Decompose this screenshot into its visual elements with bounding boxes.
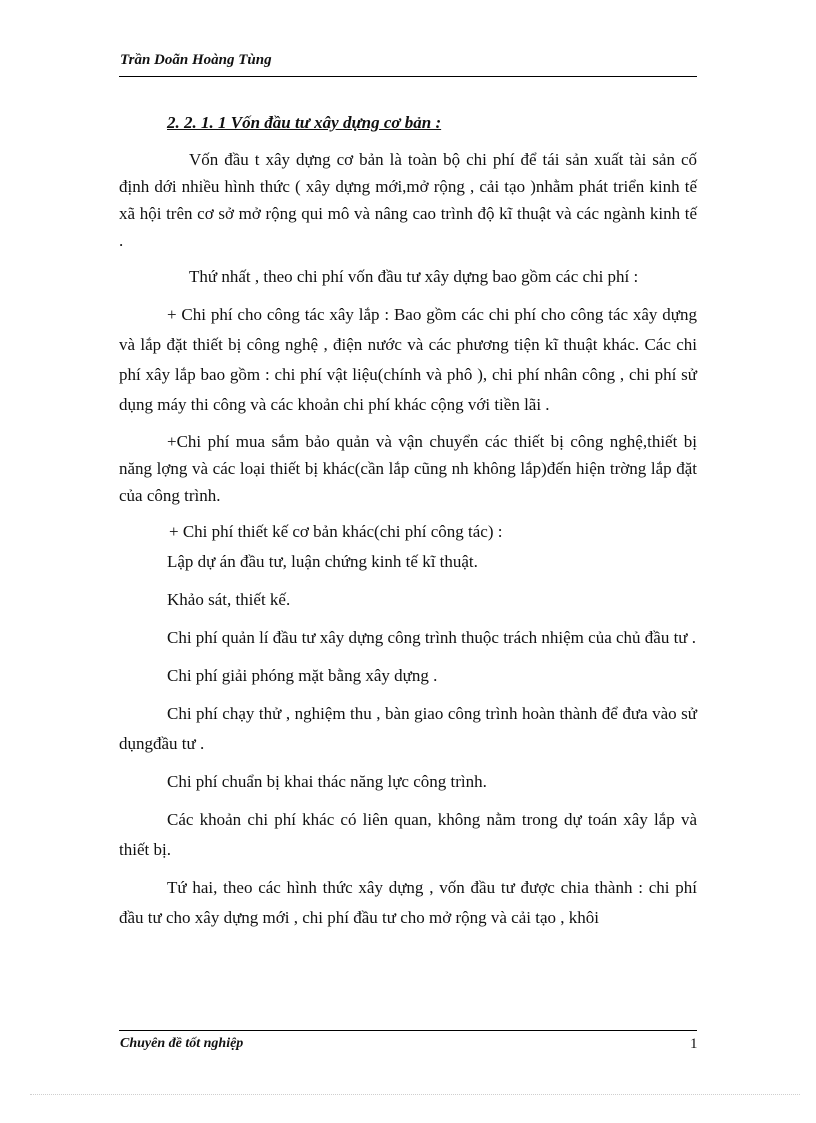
- document-body: [119, 108, 697, 941]
- paragraph: Khảo sát, thiết kế.: [167, 590, 291, 609]
- footer-rule: [119, 1030, 697, 1031]
- paragraph: Các khoản chi phí khác có liên quan, không nằm trong dự toán xây lắp và thiết bị.: [119, 810, 697, 859]
- paragraph: Chi phí chạy thử , nghiệm thu , bàn giao công trình hoàn thành để đưa vào sử dụngđầu tư .: [119, 704, 697, 753]
- section-title: 2. 2. 1. 1 Vốn đầu tư xây dựng cơ bản :: [167, 113, 442, 132]
- paragraph: Vốn đầu t xây dựng cơ bản là toàn bộ chi phí để tái sản xuất tài sản cố định dới nhiều hình thức ( xây dựng mới,mở rộng , cải tạo )nhằm phát triển kinh tế xã hội trên cơ sở mở rộng qui mô và nâng cao trình độ kĩ thuật và các ngành kinh tế .: [119, 150, 697, 250]
- paragraph: + Chi phí thiết kế cơ bản khác(chi phí công tác) :: [169, 522, 503, 541]
- paragraph: + Chi phí cho công tác xây lắp : Bao gồm các chi phí cho công tác xây dựng và lắp đặt thiết bị công nghệ , điện nước và các phương tiện kĩ thuật khác. Các chi phí xây lắp bao gồm : chi phí vật liệu(chính và phô ), chi phí nhân công , chi phí sử dụng máy thi công và các khoản chi phí khác cộng với tiền lãi .: [119, 305, 697, 414]
- paragraph: +Chi phí mua sắm bảo quản và vận chuyển các thiết bị công nghệ,thiết bị năng lợng và các loại thiết bị khác(cần lắp cũng nh không lắp)đến hiện trờng lắp đặt của công trình.: [119, 432, 697, 505]
- paragraph: Tứ hai, theo các hình thức xây dựng , vốn đầu tư được chia thành : chi phí đầu tư cho xây dựng mới , chi phí đầu tư cho mở rộng và cải tạo , khôi: [119, 878, 697, 927]
- paragraph: Lập dự án đầu tư, luận chứng kinh tế kĩ thuật.: [167, 552, 478, 571]
- header-rule: [119, 76, 697, 77]
- paragraph: Chi phí giải phóng mặt bằng xây dựng .: [167, 666, 438, 685]
- paragraph: Chi phí chuẩn bị khai thác năng lực công trình.: [167, 772, 487, 791]
- paragraph: Thứ nhất , theo chi phí vốn đầu tư xây dựng bao gồm các chi phí :: [189, 267, 639, 286]
- page-bottom-dotted-line: [30, 1094, 800, 1095]
- footer-label: Chuyên đề tốt nghiệp: [120, 1036, 244, 1051]
- paragraph: Chi phí quản lí đầu tư xây dựng công trình thuộc trách nhiệm của chủ đầu tư .: [167, 628, 697, 647]
- header-author: Trần Doãn Hoàng Tùng: [120, 52, 272, 68]
- page-number: 1: [690, 1036, 698, 1052]
